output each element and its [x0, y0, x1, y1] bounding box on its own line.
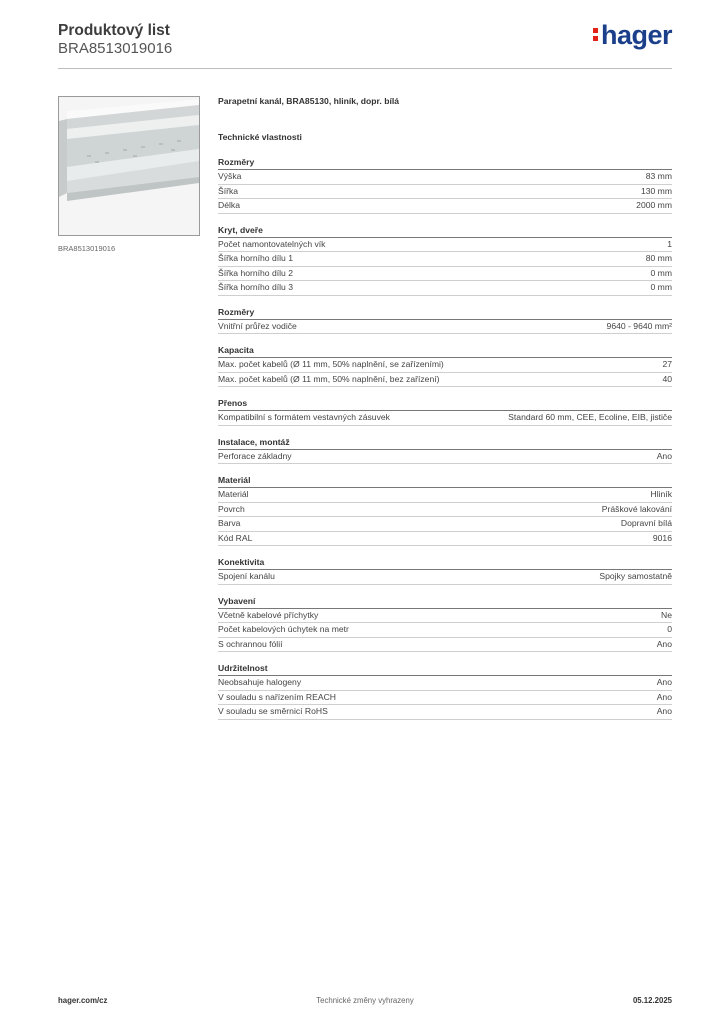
spec-row [218, 252, 672, 267]
spec-row [218, 676, 672, 691]
spec-row [218, 267, 672, 282]
section-title: Materiál [218, 474, 672, 488]
image-caption: BRA8513019016 [58, 244, 116, 253]
spec-content [218, 96, 672, 730]
spec-section [218, 224, 672, 296]
spec-label: V souladu s nařízením REACH [218, 691, 336, 702]
spec-label: Šířka horního dílu 1 [218, 253, 294, 263]
section-title: Kryt, dveře [218, 224, 672, 238]
spec-value: 83 mm [645, 171, 672, 181]
cable-trunking-illustration [59, 97, 199, 235]
spec-label: Včetně kabelové příchytky [218, 609, 319, 620]
page-footer [58, 996, 672, 1010]
product-image [58, 96, 200, 236]
spec-label: Povrch [218, 503, 245, 514]
spec-value: Dopravní bílá [620, 518, 672, 528]
footer-date: 05.12.2025 [632, 996, 672, 1005]
spec-row [218, 199, 672, 214]
spec-section [218, 474, 672, 546]
spec-row [218, 185, 672, 200]
section-title: Vybavení [218, 595, 672, 609]
spec-label: Neobsahuje halogeny [218, 677, 302, 687]
spec-value: 80 mm [645, 253, 672, 263]
spec-label: Perforace základny [218, 450, 292, 461]
spec-label: Délka [218, 200, 240, 210]
spec-value: Ne [661, 609, 672, 620]
spec-label: Šířka horního dílu 2 [218, 267, 294, 278]
spec-value: Hliník [650, 489, 672, 499]
spec-value: Ano [656, 638, 672, 649]
spec-section [218, 556, 672, 585]
spec-label: Vnitřní průřez vodiče [218, 320, 297, 331]
spec-row [218, 170, 672, 185]
spec-value: 0 mm [650, 282, 672, 292]
spec-row [218, 705, 672, 720]
spec-label: Barva [218, 518, 241, 528]
spec-value: 130 mm [640, 185, 672, 196]
spec-label: S ochrannou fólií [218, 638, 283, 649]
footer-note: Technické změny vyhrazeny [316, 996, 414, 1005]
spec-row [218, 517, 672, 532]
spec-section [218, 344, 672, 387]
spec-row [218, 488, 672, 503]
spec-label: V souladu se směrnicí RoHS [218, 706, 328, 716]
section-title: Konektivita [218, 556, 672, 570]
spec-label: Počet kabelových úchytek na metr [218, 624, 349, 634]
product-name: Parapetní kanál, BRA85130, hliník, dopr. bílá [218, 96, 400, 106]
hager-logo [593, 20, 672, 51]
spec-row [218, 320, 672, 335]
spec-label: Počet namontovatelných vík [218, 238, 326, 249]
spec-section [218, 595, 672, 653]
spec-label: Kompatibilní s formátem vestavných zásuvek [218, 412, 390, 422]
document-title: Produktový list [58, 22, 170, 39]
product-code: BRA8513019016 [58, 40, 173, 57]
spec-row [218, 281, 672, 296]
spec-section [218, 156, 672, 214]
spec-value: 0 mm [650, 267, 672, 278]
spec-value: Ano [656, 691, 672, 702]
spec-row [218, 570, 672, 585]
spec-row [218, 638, 672, 653]
section-title: Rozměry [218, 306, 672, 320]
spec-label: Max. počet kabelů (Ø 11 mm, 50% naplnění, bez zařízení) [218, 373, 440, 384]
spec-row [218, 609, 672, 624]
spec-value: Práškové lakování [601, 503, 672, 514]
spec-label: Výška [218, 171, 242, 181]
footer-website: hager.com/cz [58, 996, 108, 1005]
spec-value: Spojky samostatně [599, 571, 672, 581]
section-title: Přenos [218, 397, 672, 411]
spec-value: 9640 - 9640 mm² [606, 320, 672, 331]
spec-row [218, 411, 672, 426]
spec-row [218, 373, 672, 388]
spec-value: 27 [662, 359, 672, 369]
spec-label: Max. počet kabelů (Ø 11 mm, 50% naplnění, se zařízeními) [218, 359, 444, 369]
spec-label: Spojení kanálu [218, 571, 275, 581]
spec-section [218, 662, 672, 720]
spec-value: 2000 mm [636, 200, 672, 210]
logo-text: hager [600, 20, 672, 50]
spec-value: 0 [667, 624, 672, 634]
section-title: Kapacita [218, 344, 672, 358]
page-header [58, 22, 672, 70]
spec-row [218, 450, 672, 465]
header-divider [58, 68, 672, 69]
spec-section [218, 397, 672, 426]
section-title: Rozměry [218, 156, 672, 170]
spec-label: Šířka [218, 185, 239, 196]
section-title: Instalace, montáž [218, 436, 672, 450]
spec-row [218, 503, 672, 518]
spec-row [218, 358, 672, 373]
technical-properties-heading: Technické vlastnosti [218, 132, 302, 142]
spec-value: Ano [656, 706, 672, 716]
spec-section [218, 306, 672, 335]
spec-row [218, 691, 672, 706]
spec-label: Materiál [218, 489, 249, 499]
spec-section [218, 436, 672, 465]
spec-value: Standard 60 mm, CEE, Ecoline, EIB, jističe [508, 412, 672, 422]
spec-row [218, 623, 672, 638]
spec-sections [218, 156, 672, 720]
spec-label: Šířka horního dílu 3 [218, 282, 294, 292]
section-title: Udržitelnost [218, 662, 672, 676]
logo-dots-icon [593, 26, 599, 42]
spec-row [218, 238, 672, 253]
spec-value: 40 [662, 373, 672, 384]
spec-value: Ano [656, 677, 672, 687]
spec-label: Kód RAL [218, 532, 253, 543]
spec-value: 9016 [652, 532, 672, 543]
spec-value: 1 [667, 238, 672, 249]
spec-row [218, 532, 672, 547]
spec-value: Ano [656, 450, 672, 461]
